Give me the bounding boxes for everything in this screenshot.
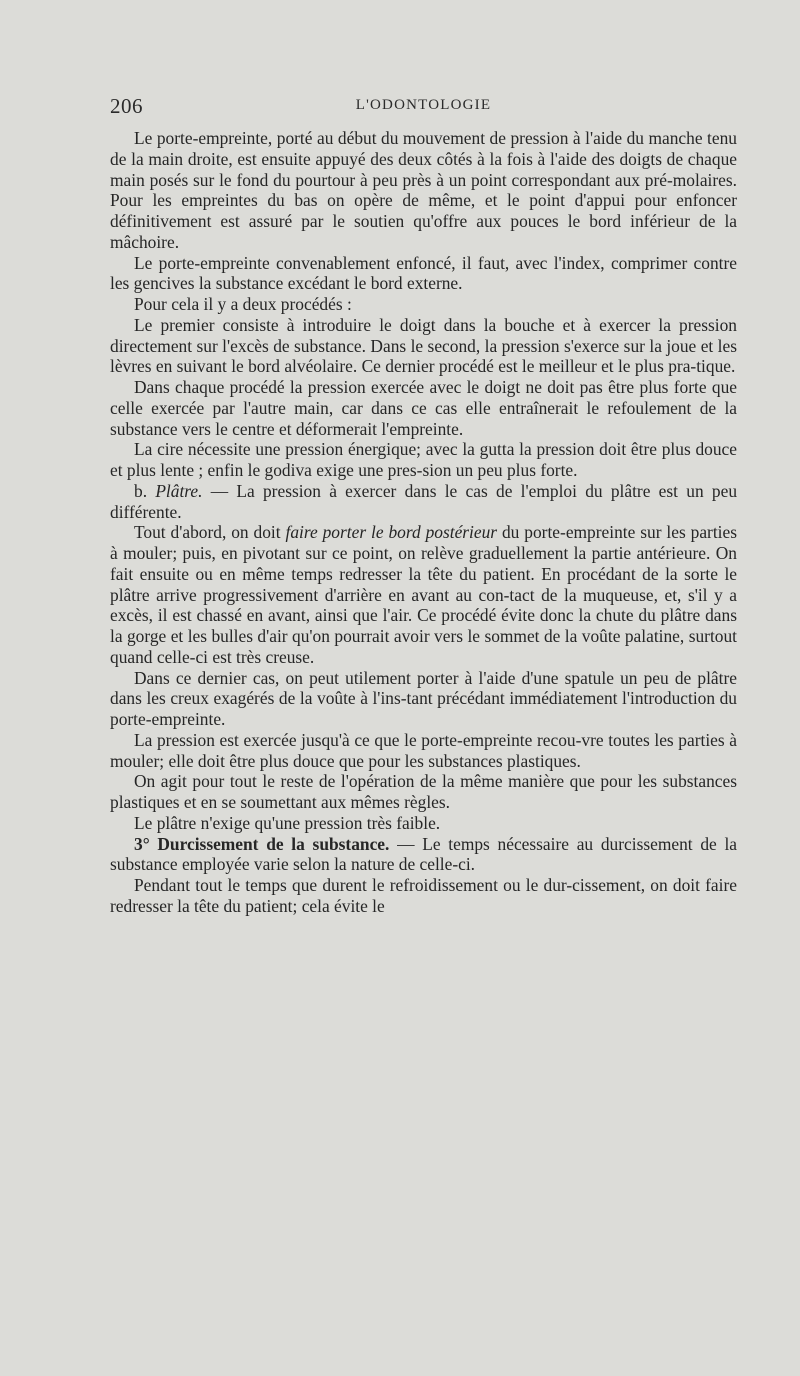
paragraph: On agit pour tout le reste de l'opération de la même manière que pour les substances plastiques et en se soumettant aux mêmes règles. [110, 771, 737, 812]
italic-phrase: faire porter le bord postérieur [285, 522, 498, 543]
body-text [110, 128, 737, 917]
paragraph: Dans ce dernier cas, on peut utilement porter à l'aide d'une spatule un peu de plâtre dans les creux exagérés de la voûte à l'ins-tant précédant immédiatement l'introduction du porte-empreinte. [110, 667, 737, 729]
paragraph: Le porte-empreinte convenablement enfoncé, il faut, avec l'index, comprimer contre les gencives la substance excédant le bord externe. [110, 252, 737, 294]
paragraph: b. Plâtre. — La pression à exercer dans le cas de l'emploi du plâtre est un peu différente. [110, 480, 738, 522]
paragraph: La cire nécessite une pression énergique; avec la gutta la pression doit être plus douce et plus lente ; enfin le godiva exige une pres-sion un peu plus forte. [110, 439, 737, 480]
section-heading: 3° Durcissement de la substance. [134, 833, 390, 854]
paragraph: 3° Durcissement de la substance. — Le temps nécessaire au durcissement de la substance employée varie selon la nature de celle-ci. [110, 833, 738, 875]
running-title: L'ODONTOLOGIE [355, 97, 492, 113]
paragraph: Dans chaque procédé la pression exercée avec le doigt ne doit pas être plus forte que celle exercée par l'autre main, car dans ce cas elle entraînerait le refoulement de la substance vers le centre et déformerait l'empreinte. [110, 377, 737, 439]
paragraph: Le premier consiste à introduire le doigt dans la bouche et à exercer la pression directement sur l'excès de substance. Dans le second, la pression s'exerce sur la joue et les lèvres en suivant le bord alvéolaire. Ce dernier procédé est le meilleur et le plus pra-tique. [110, 314, 737, 377]
running-header [110, 94, 737, 122]
paragraph: La pression est exercée jusqu'à ce que le porte-empreinte recou-vre toutes les parties à mouler; elle doit être plus douce que pour les substances plastiques. [110, 729, 737, 771]
paragraph: Le plâtre n'exige qu'une pression très faible. [134, 812, 441, 833]
paragraph: Le porte-empreinte, porté au début du mouvement de pression à l'aide du manche tenu de la main droite, est ensuite appuyé des deux côtés à la fois à l'aide des doigts de chaque main posés sur le fond du pourtour à peu près à un point correspondant aux pré-molaires. Pour les empreintes du bas on opère de même, et le point d'appui pour enfoncer définitivement est assuré par le soutien qu'offre aux pouces le bord inférieur de la mâchoire. [110, 128, 737, 252]
paragraph: Pendant tout le temps que durent le refroidissement ou le dur-cissement, on doit faire redresser la tête du patient; cela évite le [110, 875, 737, 916]
paragraph: Pour cela il y a deux procédés : [134, 294, 352, 314]
italic-term: Plâtre. [155, 480, 203, 501]
page-number: 206 [110, 94, 143, 118]
paragraph: Tout d'abord, on doit faire porter le bord postérieur du porte-empreinte sur les parties à mouler; puis, en pivotant sur ce point, on relève graduellement la partie antérieure. On fait ensuite ou en même temps redresser la tête du patient. En procédant de la sorte le plâtre arrive progressivement d'arrière en avant au con-tact de la muqueuse, et, s'il y a excès, il est chassé en avant, ainsi que l'air. Ce procédé évite donc la chute du plâtre dans la gorge et les bulles d'air qu'on pourrait avoir vers le sommet de la voûte palatine, surtout quand celle-ci est très creuse. [110, 522, 737, 667]
